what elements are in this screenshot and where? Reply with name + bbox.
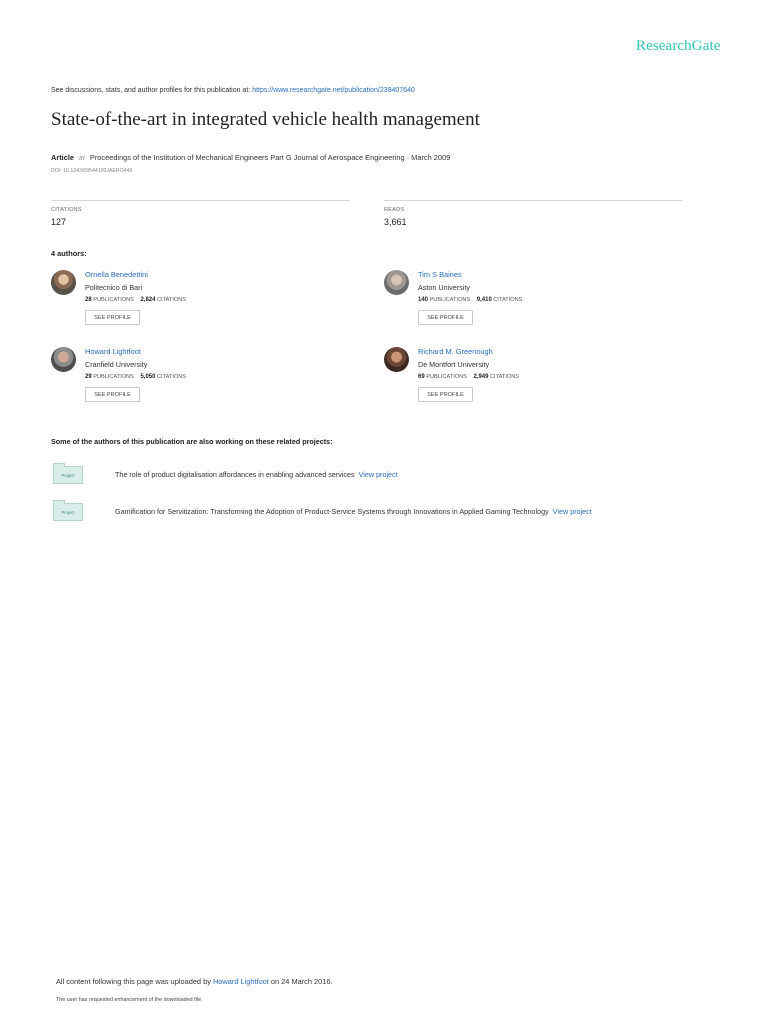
publications-count: 69 — [418, 374, 425, 380]
author-name-link[interactable]: Ornella Benedettini — [85, 270, 148, 279]
see-profile-button[interactable]: SEE PROFILE — [85, 310, 140, 325]
see-discussions-text: See discussions, stats, and author profiles for this publication at: — [51, 87, 251, 94]
author-stats — [418, 374, 519, 380]
publications-label: PUBLICATIONS — [93, 374, 134, 380]
project-title: Gamification for Servitization: Transforming the Adoption of Product-Service Systems through Innovations in Applied Gaming Technology — [115, 507, 549, 516]
author-stats — [85, 374, 186, 380]
author-stats — [85, 297, 186, 303]
author-institution: Politecnico di Bari — [85, 283, 143, 292]
citations-label: CITATIONS — [157, 374, 187, 380]
reads-value: 3,661 — [384, 217, 407, 227]
project-icon-label: Project — [61, 509, 75, 515]
citations-count: 2,949 — [473, 374, 489, 380]
author-card — [384, 347, 604, 417]
project-folder-icon[interactable] — [53, 466, 83, 484]
citations-label: CITATIONS — [51, 207, 82, 213]
citations-value: 127 — [51, 217, 67, 227]
citations-count: 5,050 — [140, 374, 156, 380]
author-stats — [418, 297, 522, 303]
doi: DOI: 10.1243/09544100JAERO446 — [51, 168, 133, 174]
journal-name: Proceedings of the Institution of Mechanical Engineers Part G Journal of Aerospace Engineering · March 2009 — [89, 153, 451, 162]
view-project-link[interactable]: View project — [552, 507, 592, 516]
related-project — [53, 463, 753, 485]
author-institution: Aston University — [418, 283, 470, 292]
publications-count: 140 — [418, 297, 429, 303]
see-discussions-line — [51, 87, 415, 94]
citations-count: 9,410 — [476, 297, 492, 303]
publications-label: PUBLICATIONS — [426, 374, 467, 380]
avatar[interactable] — [384, 270, 409, 295]
avatar[interactable] — [384, 347, 409, 372]
uploaded-prefix: All content following this page was uploaded by — [56, 977, 211, 986]
uploader-link[interactable]: Howard Lightfoot — [212, 977, 269, 986]
avatar[interactable] — [51, 270, 76, 295]
reads-divider — [384, 200, 683, 201]
avatar[interactable] — [51, 347, 76, 372]
in-word: in — [79, 153, 85, 162]
related-projects-label: Some of the authors of this publication are also working on these related projects: — [51, 437, 333, 446]
publications-count: 28 — [85, 297, 92, 303]
uploaded-suffix: on 24 March 2016. — [270, 977, 333, 986]
reads-label: READS — [384, 207, 405, 213]
view-project-link[interactable]: View project — [358, 470, 398, 479]
project-folder-icon[interactable] — [53, 503, 83, 521]
author-name-link[interactable]: Tim S Baines — [418, 270, 462, 279]
citations-label: CITATIONS — [490, 374, 520, 380]
citations-label: CITATIONS — [493, 297, 523, 303]
citations-count: 2,824 — [140, 297, 156, 303]
project-title: The role of product digitalisation affordances in enabling advanced services — [115, 470, 355, 479]
citations-divider — [51, 200, 350, 201]
author-name-link[interactable]: Richard M. Greenough — [418, 347, 493, 356]
author-card — [51, 347, 271, 417]
uploaded-by-line — [56, 977, 333, 986]
publications-label: PUBLICATIONS — [429, 297, 471, 303]
article-meta — [51, 153, 450, 162]
project-icon-label: Project — [61, 472, 75, 478]
author-card — [384, 270, 604, 340]
citations-label: CITATIONS — [157, 297, 187, 303]
project-title-line — [115, 470, 398, 479]
see-profile-button[interactable]: SEE PROFILE — [418, 310, 473, 325]
related-project — [53, 500, 753, 522]
publication-url-link[interactable]: https://www.researchgate.net/publication/239407640 — [252, 87, 415, 94]
publications-label: PUBLICATIONS — [93, 297, 134, 303]
article-type: Article — [51, 153, 75, 162]
enhancement-note: The user has requested enhancement of the downloaded file. — [56, 997, 203, 1003]
article-title: State-of-the-art in integrated vehicle health management — [51, 109, 480, 130]
author-card — [51, 270, 271, 340]
author-name-link[interactable]: Howard Lightfoot — [85, 347, 141, 356]
author-institution: Cranfield University — [85, 360, 148, 369]
see-profile-button[interactable]: SEE PROFILE — [85, 387, 140, 402]
authors-count-label: 4 authors: — [51, 249, 87, 258]
researchgate-logo[interactable]: ResearchGate — [636, 38, 721, 54]
publications-count: 29 — [85, 374, 92, 380]
see-profile-button[interactable]: SEE PROFILE — [418, 387, 473, 402]
author-institution: De Montfort University — [418, 360, 490, 369]
project-title-line — [115, 507, 592, 516]
